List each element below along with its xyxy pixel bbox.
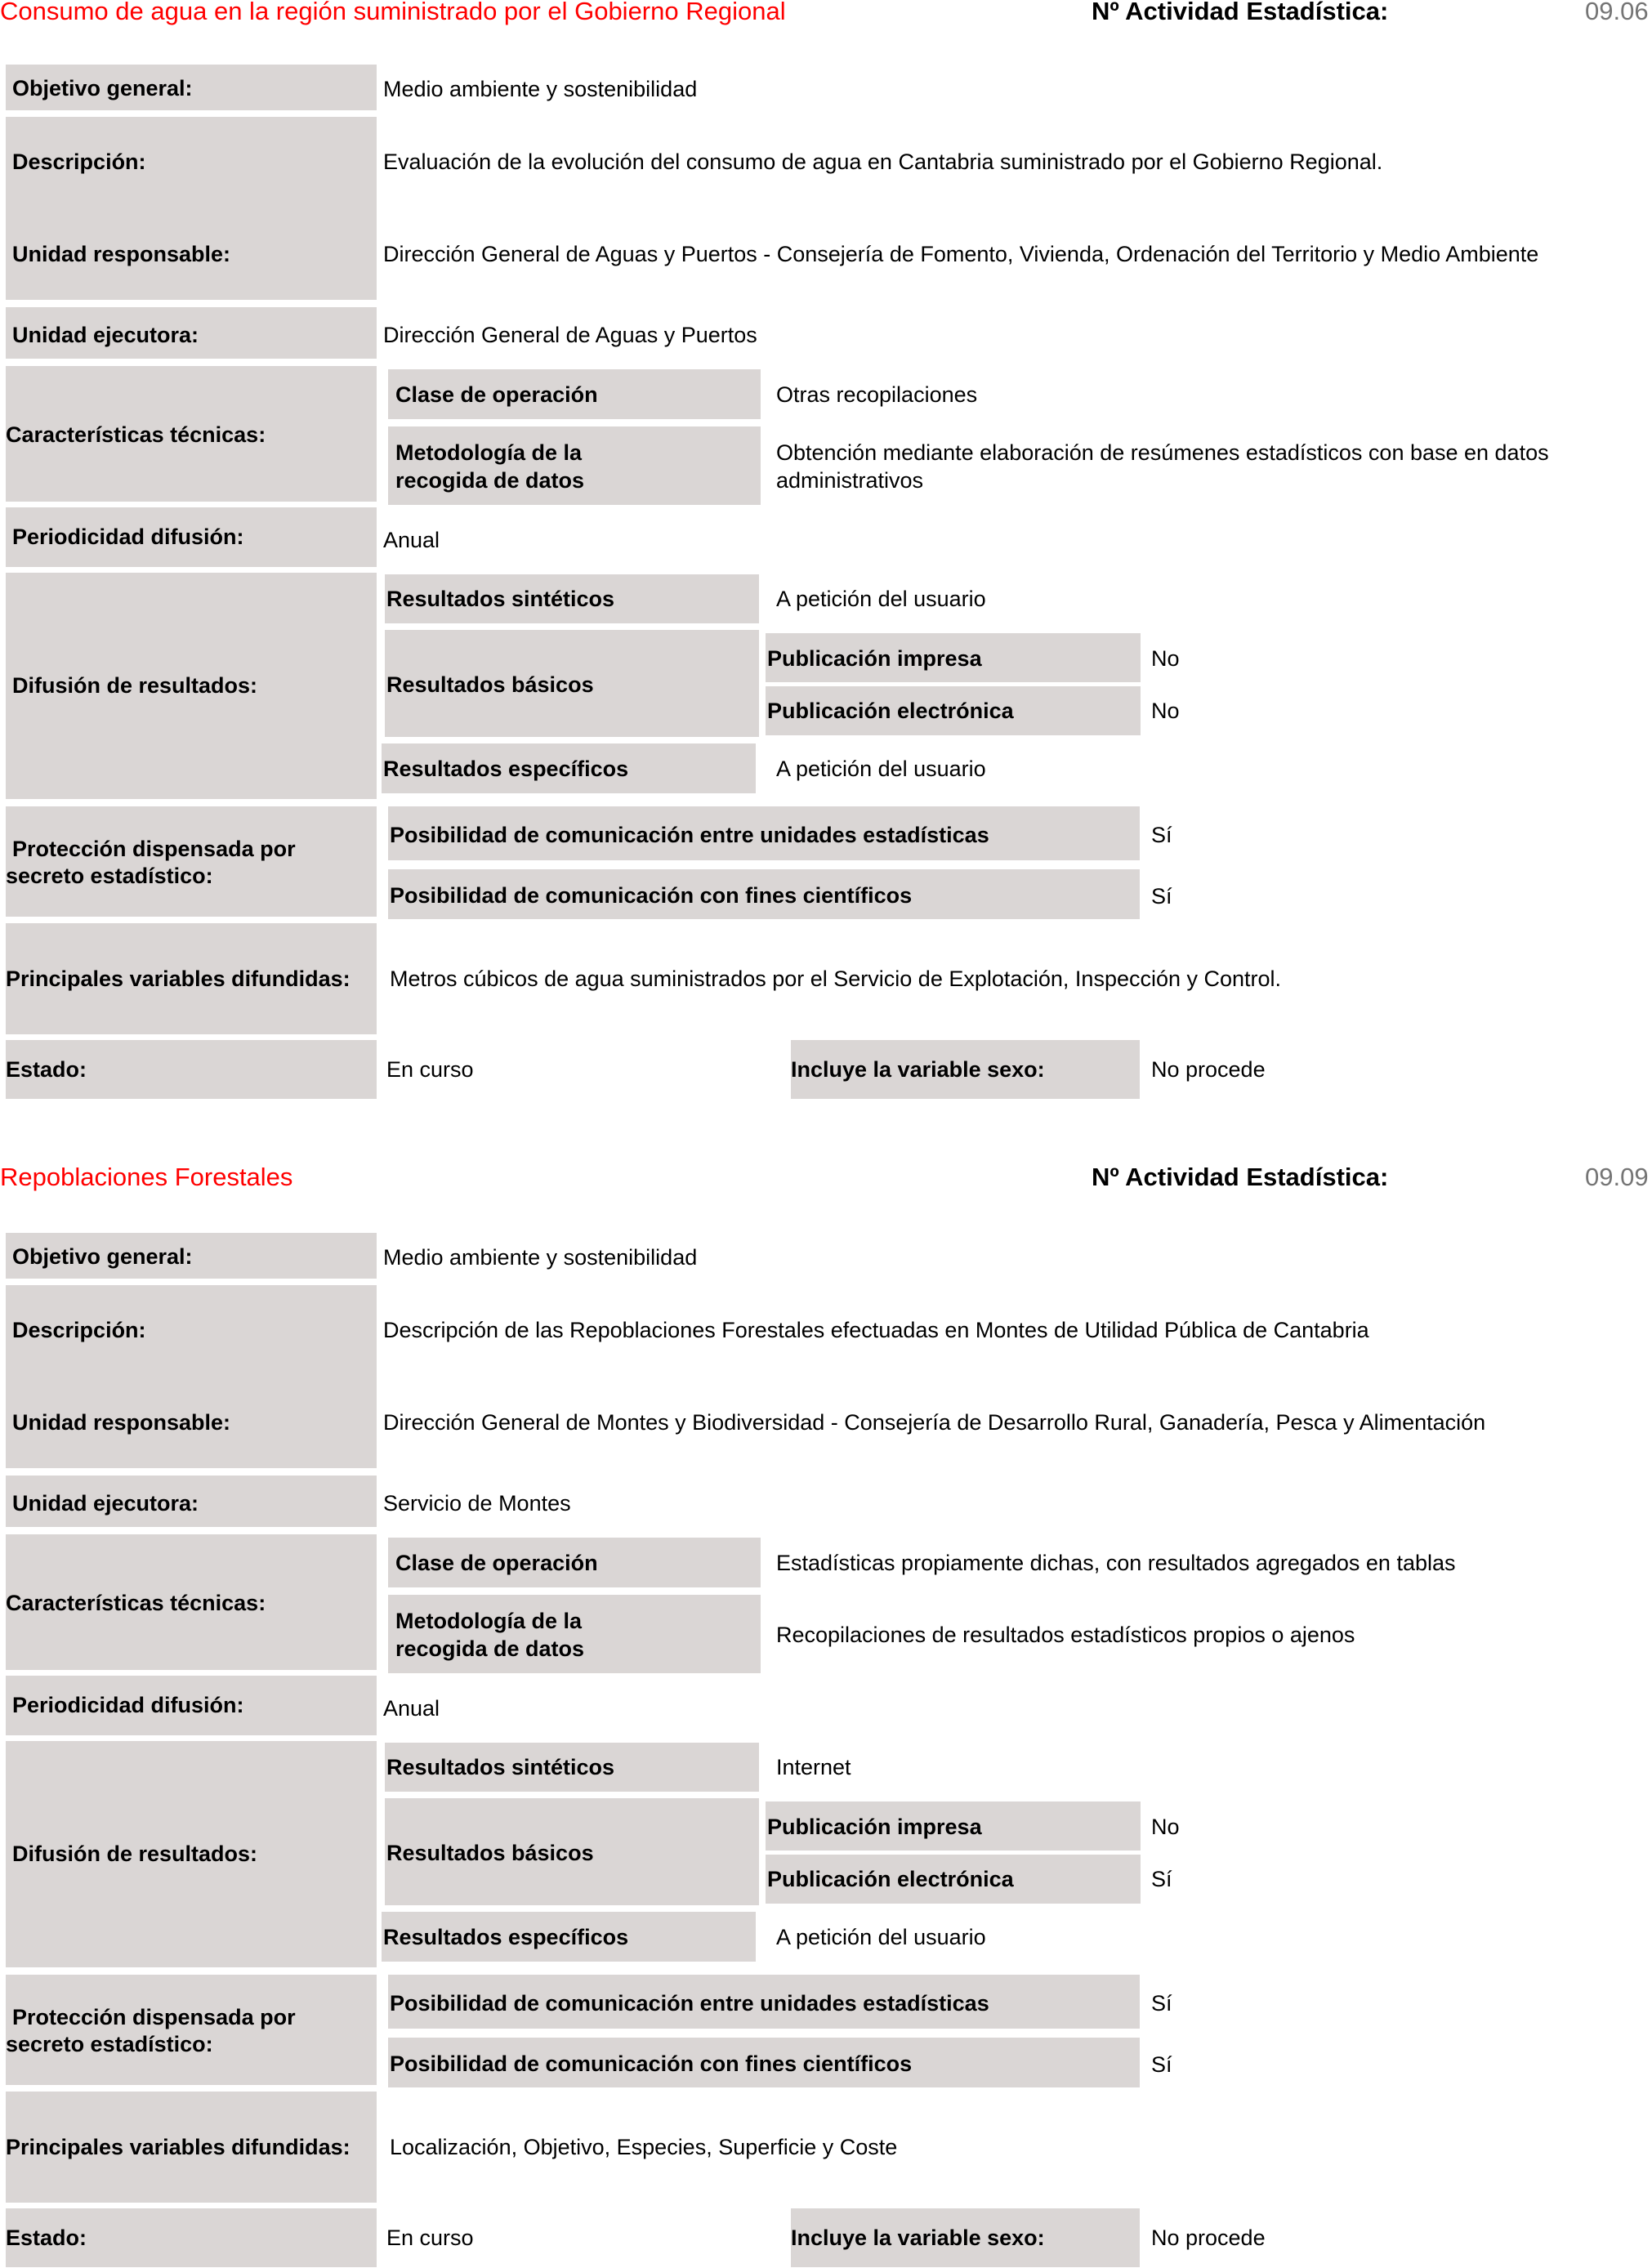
com-unidades-label: Posibilidad de comunicación entre unidades estadísticas	[390, 1991, 989, 2016]
periodicidad-label: Periodicidad difusión:	[12, 1693, 244, 1717]
pub-impresa-label: Publicación impresa	[767, 1815, 982, 1839]
descripcion-label: Descripción:	[12, 1318, 146, 1342]
pub-electronica-label: Publicación electrónica	[767, 699, 1014, 723]
label-cell	[6, 117, 377, 300]
metodologia-value: Recopilaciones de resultados estadísticos propios o ajenos	[776, 1623, 1355, 1647]
especificos-label: Resultados específicos	[383, 757, 629, 781]
com-unidades-value: Sí	[1151, 823, 1172, 847]
com-unidades-value: Sí	[1151, 1991, 1172, 2016]
sinteticos-value: Internet	[776, 1755, 851, 1779]
objetivo-value: Medio ambiente y sostenibilidad	[383, 77, 698, 101]
unidad-responsable-label: Unidad responsable:	[12, 1410, 231, 1435]
objetivo-value: Medio ambiente y sostenibilidad	[383, 1245, 698, 1270]
sinteticos-label: Resultados sintéticos	[386, 1755, 615, 1779]
metodologia-value-line1: Obtención mediante elaboración de resúmenes estadísticos con base en datos	[776, 440, 1549, 465]
unidad-responsable-label: Unidad responsable:	[12, 242, 231, 266]
unidad-responsable-value: Dirección General de Aguas y Puertos - Consejería de Fomento, Vivienda, Ordenación del Territorio y Medio Ambiente	[383, 242, 1539, 266]
com-unidades-label: Posibilidad de comunicación entre unidades estadísticas	[390, 823, 989, 847]
metodologia-label-line1: Metodología de la	[395, 440, 583, 465]
activity-number-label: Nº Actividad Estadística:	[1092, 1163, 1389, 1191]
clase-operacion-value: Estadísticas propiamente dichas, con resultados agregados en tablas	[776, 1551, 1456, 1575]
pub-impresa-value: No	[1151, 1815, 1180, 1839]
proteccion-label-line1: Protección dispensada por	[12, 2005, 296, 2029]
proteccion-label-line2: secreto estadístico:	[6, 864, 213, 888]
com-cientificos-value: Sí	[1151, 884, 1172, 909]
proteccion-label-line1: Protección dispensada por	[12, 837, 296, 861]
especificos-value: A petición del usuario	[776, 1925, 986, 1949]
com-cientificos-label: Posibilidad de comunicación con fines científicos	[390, 2051, 913, 2076]
proteccion-label-line2: secreto estadístico:	[6, 2032, 213, 2056]
basicos-label: Resultados básicos	[386, 1841, 594, 1865]
com-cientificos-value: Sí	[1151, 2052, 1172, 2077]
estado-value: En curso	[386, 1057, 474, 1082]
caracteristicas-label: Características técnicas:	[6, 1591, 266, 1615]
activity-number: 09.06	[1585, 0, 1649, 25]
pub-electronica-label: Publicación electrónica	[767, 1867, 1014, 1891]
pub-electronica-value: No	[1151, 699, 1180, 723]
clase-operacion-value: Otras recopilaciones	[776, 382, 978, 407]
variables-label: Principales variables difundidas:	[6, 967, 350, 991]
especificos-value: A petición del usuario	[776, 757, 986, 781]
basicos-label: Resultados básicos	[386, 672, 594, 697]
unidad-ejecutora-value: Servicio de Montes	[383, 1491, 571, 1516]
label-cell	[6, 1285, 377, 1468]
descripcion-label: Descripción:	[12, 150, 146, 174]
activity-title: Consumo de agua en la región suministrado por el Gobierno Regional	[0, 0, 786, 25]
metodologia-label-line1: Metodología de la	[395, 1609, 583, 1633]
descripcion-value: Evaluación de la evolución del consumo de agua en Cantabria suministrado por el Gobierno Regional.	[383, 150, 1383, 174]
unidad-responsable-value: Dirección General de Montes y Biodiversidad - Consejería de Desarrollo Rural, Ganadería, Pesca y Alimentación	[383, 1410, 1486, 1435]
pub-electronica-value: Sí	[1151, 1867, 1172, 1891]
unidad-ejecutora-value: Dirección General de Aguas y Puertos	[383, 323, 757, 347]
estado-label: Estado:	[6, 1057, 87, 1082]
activity-number-label: Nº Actividad Estadística:	[1092, 0, 1389, 25]
activity-number: 09.09	[1585, 1163, 1649, 1191]
clase-operacion-label: Clase de operación	[395, 1551, 598, 1575]
variables-label: Principales variables difundidas:	[6, 2135, 350, 2159]
sinteticos-value: A petición del usuario	[776, 587, 986, 611]
sexo-label: Incluye la variable sexo:	[791, 1057, 1045, 1082]
especificos-label: Resultados específicos	[383, 1925, 629, 1949]
pub-impresa-label: Publicación impresa	[767, 646, 982, 671]
variables-value: Localización, Objetivo, Especies, Superficie y Coste	[390, 2135, 898, 2159]
metodologia-value-line2: administrativos	[776, 468, 924, 493]
difusion-label: Difusión de resultados:	[12, 673, 258, 698]
periodicidad-value: Anual	[383, 1696, 440, 1721]
sexo-value: No procede	[1151, 1057, 1266, 1082]
pub-impresa-value: No	[1151, 646, 1180, 671]
objetivo-label: Objetivo general:	[12, 76, 193, 100]
objetivo-label: Objetivo general:	[12, 1244, 193, 1269]
clase-operacion-label: Clase de operación	[395, 382, 598, 407]
estado-label: Estado:	[6, 2226, 87, 2250]
sexo-label: Incluye la variable sexo:	[791, 2226, 1045, 2250]
sexo-value: No procede	[1151, 2226, 1266, 2250]
unidad-ejecutora-label: Unidad ejecutora:	[12, 323, 199, 347]
metodologia-label-line2: recogida de datos	[395, 468, 585, 493]
periodicidad-label: Periodicidad difusión:	[12, 525, 244, 549]
unidad-ejecutora-label: Unidad ejecutora:	[12, 1491, 199, 1516]
caracteristicas-label: Características técnicas:	[6, 422, 266, 447]
descripcion-value: Descripción de las Repoblaciones Forestales efectuadas en Montes de Utilidad Pública de Cantabria	[383, 1318, 1369, 1342]
variables-value: Metros cúbicos de agua suministrados por el Servicio de Explotación, Inspección y Control.	[390, 967, 1282, 991]
com-cientificos-label: Posibilidad de comunicación con fines científicos	[390, 883, 913, 908]
metodologia-label-line2: recogida de datos	[395, 1636, 585, 1661]
difusion-label: Difusión de resultados:	[12, 1842, 258, 1866]
periodicidad-value: Anual	[383, 528, 440, 552]
sinteticos-label: Resultados sintéticos	[386, 587, 615, 611]
estado-value: En curso	[386, 2226, 474, 2250]
activity-title: Repoblaciones Forestales	[0, 1163, 293, 1191]
